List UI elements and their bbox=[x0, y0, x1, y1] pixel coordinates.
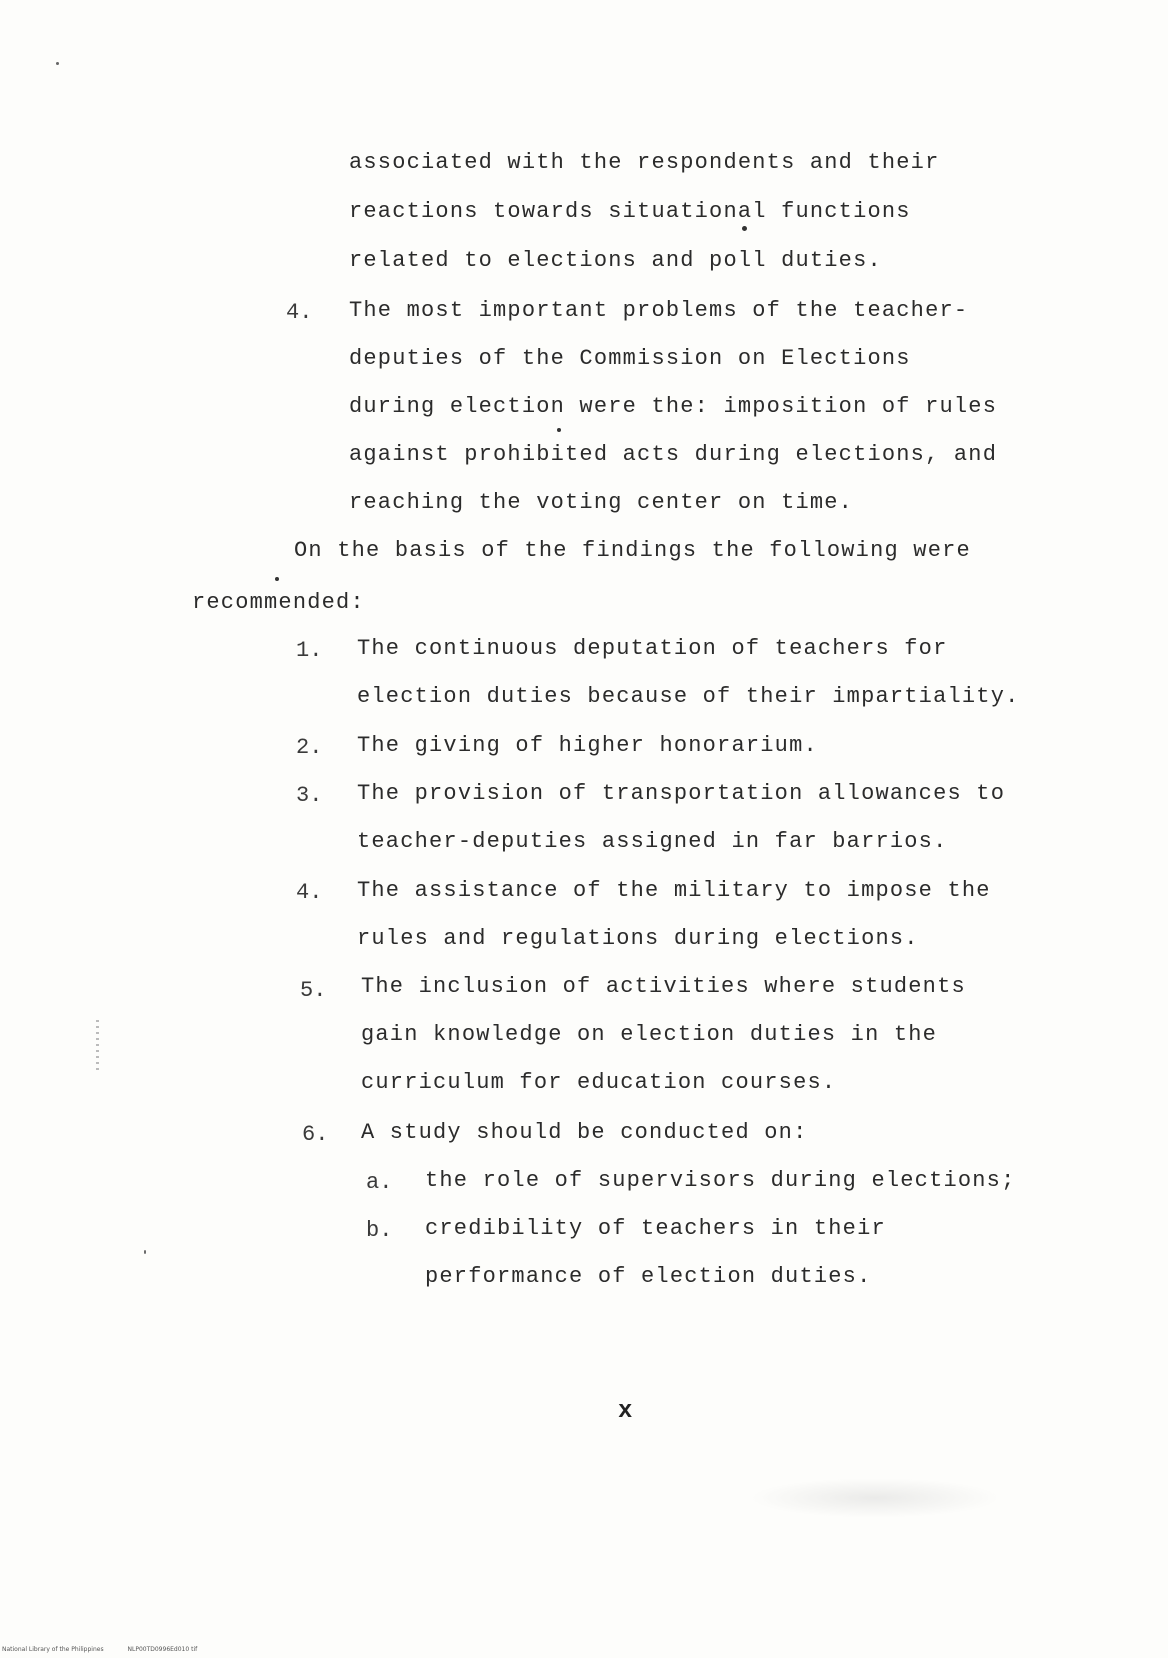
recommendation-2-number: 2. bbox=[296, 735, 323, 760]
recommendation-2-line-1: The giving of higher honorarium. bbox=[357, 733, 818, 758]
scan-edge-marks bbox=[96, 1020, 99, 1070]
page-number: x bbox=[618, 1398, 633, 1425]
scan-speck bbox=[742, 226, 747, 231]
intro-line-2: recommended: bbox=[192, 590, 365, 615]
continuation-line-2: reactions towards situational functions bbox=[349, 199, 911, 224]
recommendation-6-line-1: A study should be conducted on: bbox=[361, 1120, 808, 1145]
finding-4-line-3: during election were the: imposition of rules bbox=[349, 394, 998, 419]
scan-footer bbox=[2, 1646, 219, 1653]
finding-4-line-5: reaching the voting center on time. bbox=[349, 490, 854, 515]
recommendation-1-line-2: election duties because of their impartiality. bbox=[357, 684, 1020, 709]
finding-4-line-2: deputies of the Commission on Elections bbox=[349, 346, 911, 371]
recommendation-6-number: 6. bbox=[302, 1122, 329, 1147]
recommendation-1-number: 1. bbox=[296, 638, 323, 663]
scan-speck bbox=[557, 428, 561, 432]
study-item-b-line-1: credibility of teachers in their bbox=[425, 1216, 886, 1241]
study-item-b-line-2: performance of election duties. bbox=[425, 1264, 872, 1289]
recommendation-3-line-2: teacher-deputies assigned in far barrios. bbox=[357, 829, 948, 854]
intro-line-1: On the basis of the findings the following were bbox=[294, 538, 971, 563]
scan-speck bbox=[56, 62, 59, 65]
scan-speck bbox=[275, 577, 279, 581]
scan-smudge bbox=[750, 1478, 1000, 1518]
recommendation-5-line-2: gain knowledge on election duties in the bbox=[361, 1022, 938, 1047]
recommendation-3-line-1: The provision of transportation allowances to bbox=[357, 781, 1006, 806]
recommendation-5-line-1: The inclusion of activities where students bbox=[361, 974, 966, 999]
scan-speck bbox=[144, 1250, 146, 1254]
footer-library: National Library of the Philippines bbox=[2, 1646, 104, 1653]
finding-4-line-1: The most important problems of the teacher- bbox=[349, 298, 969, 323]
recommendation-3-number: 3. bbox=[296, 783, 323, 808]
recommendation-4-line-1: The assistance of the military to impose the bbox=[357, 878, 991, 903]
continuation-line-3: related to elections and poll duties. bbox=[349, 248, 882, 273]
study-item-a-line-1: the role of supervisors during elections; bbox=[425, 1168, 1016, 1193]
finding-4-number: 4. bbox=[286, 300, 313, 325]
recommendation-5-number: 5. bbox=[300, 978, 327, 1003]
study-item-b-letter: b. bbox=[366, 1218, 393, 1243]
continuation-line-1: associated with the respondents and their bbox=[349, 150, 940, 175]
finding-4-line-4: against prohibited acts during elections, and bbox=[349, 442, 998, 467]
recommendation-4-number: 4. bbox=[296, 880, 323, 905]
recommendation-4-line-2: rules and regulations during elections. bbox=[357, 926, 919, 951]
study-item-a-letter: a. bbox=[366, 1170, 393, 1195]
recommendation-5-line-3: curriculum for education courses. bbox=[361, 1070, 837, 1095]
footer-code: NLP00TD0996Ed010 tif bbox=[127, 1646, 198, 1653]
recommendation-1-line-1: The continuous deputation of teachers for bbox=[357, 636, 948, 661]
